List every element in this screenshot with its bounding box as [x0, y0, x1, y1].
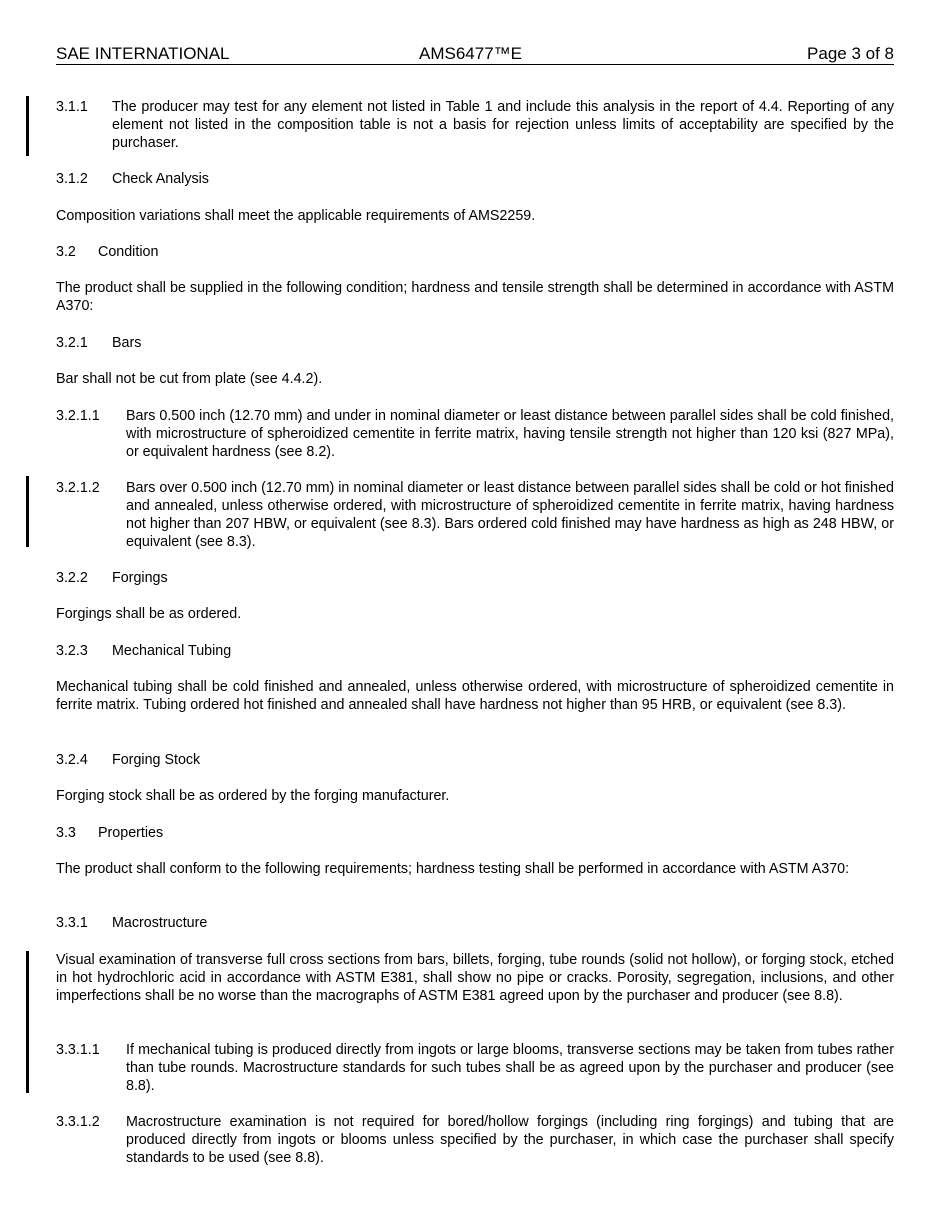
- section-title: Properties: [98, 825, 164, 841]
- section-title: Condition: [98, 244, 159, 260]
- section-number: 3.3.1.2: [56, 1114, 100, 1130]
- heading-3-2-3: [56, 642, 894, 660]
- section-text: If mechanical tubing is produced directly from ingots or large blooms, transverse sections may be taken from tubes rather than tube rounds. Macrostructure standards for such tubes shall be as agreed upon by the purchaser and producer (see 8.8).: [126, 1042, 894, 1094]
- section-3-3-1-2: [56, 1113, 894, 1167]
- section-number: 3.2.1.1: [56, 408, 100, 424]
- paragraph-macrostructure: Visual examination of transverse full cross sections from bars, billets, forging, tube rounds (solid not hollow), or forging stock, etched in hot hydrochloric acid in accordance with ASTM E381, shall show no pipe or cracks. Porosity, segregation, inclusions, and other imperfections shall be no worse than the macrographs of ASTM E381 agreed upon by the purchaser and producer (see 8.8).: [56, 952, 894, 1004]
- section-title: Mechanical Tubing: [112, 643, 232, 659]
- section-number: 3.2.1.2: [56, 480, 100, 496]
- section-3-2-1-2: [56, 479, 894, 551]
- heading-3-2-2: [56, 569, 894, 587]
- header-doc-id: AMS6477™E: [419, 44, 522, 63]
- section-title: Forgings: [112, 570, 168, 586]
- section-title: Check Analysis: [112, 171, 209, 187]
- section-number: 3.2.3: [56, 643, 88, 659]
- section-text: Macrostructure examination is not required for bored/hollow forgings (including ring forgings) and tubing that are produced directly from ingots or blooms unless specified by the purchaser, in which case the purchaser shall specify standards to be used (see 8.8).: [126, 1114, 894, 1166]
- header-org: SAE INTERNATIONAL: [56, 44, 230, 63]
- paragraph-forging-stock: Forging stock shall be as ordered by the forging manufacturer.: [56, 788, 450, 804]
- section-number: 3.2.2: [56, 570, 88, 586]
- section-title: Bars: [112, 335, 142, 351]
- section-number: 3.2: [56, 244, 76, 260]
- section-text: The producer may test for any element not listed in Table 1 and include this analysis in the report of 4.4. Reporting of any element not listed in the composition table is not a basis for rejection unless limits of acceptability are specified by the purchaser.: [112, 99, 894, 151]
- section-number: 3.2.4: [56, 752, 88, 768]
- section-text: Bars 0.500 inch (12.70 mm) and under in nominal diameter or least distance between parallel sides shall be cold finished, with microstructure of spheroidized cementite in ferrite matrix, having tensile strength not higher than 120 ksi (827 MPa), or equivalent hardness (see 8.2).: [126, 408, 894, 460]
- heading-3-3: [56, 824, 894, 842]
- change-bar: [26, 96, 29, 156]
- header-page-number: Page 3 of 8: [807, 44, 894, 63]
- section-number: 3.3: [56, 825, 76, 841]
- paragraph-check-analysis: Composition variations shall meet the applicable requirements of AMS2259.: [56, 208, 536, 224]
- section-number: 3.3.1.1: [56, 1042, 100, 1058]
- paragraph-forgings: Forgings shall be as ordered.: [56, 606, 242, 622]
- heading-3-2-1: [56, 334, 894, 352]
- section-number: 3.3.1: [56, 915, 88, 931]
- section-title: Macrostructure: [112, 915, 208, 931]
- paragraph-condition: The product shall be supplied in the following condition; hardness and tensile strength shall be determined in accordance with ASTM A370:: [56, 280, 894, 314]
- section-number: 3.1.2: [56, 171, 88, 187]
- section-3-3-1-1: [56, 1041, 894, 1095]
- section-number: 3.2.1: [56, 335, 88, 351]
- heading-3-2: [56, 243, 894, 261]
- heading-3-1-2: [56, 170, 894, 188]
- page-header: [56, 44, 894, 65]
- section-3-2-1-1: [56, 407, 894, 461]
- section-3-1-1: [56, 98, 894, 152]
- section-title: Forging Stock: [112, 752, 201, 768]
- section-number: 3.1.1: [56, 99, 88, 115]
- change-bar: [26, 951, 29, 1093]
- paragraph-mechanical-tubing: Mechanical tubing shall be cold finished and annealed, unless otherwise ordered, with microstructure of spheroidized cementite in ferrite matrix. Tubing ordered hot finished and annealed shall have hardness not higher than 95 HRB, or equivalent (see 8.3).: [56, 679, 894, 713]
- heading-3-2-4: [56, 751, 894, 769]
- section-text: Bars over 0.500 inch (12.70 mm) in nominal diameter or least distance between parallel sides shall be cold or hot finished and annealed, unless otherwise ordered, with microstructure of spheroidized cementite in ferrite matrix, having hardness not higher than 207 HBW, or equivalent (see 8.3). Bars ordered cold finished may have hardness as high as 248 HBW, or equivalent (see 8.3).: [126, 480, 894, 550]
- paragraph-properties: The product shall conform to the following requirements; hardness testing shall be performed in accordance with ASTM A370:: [56, 861, 850, 877]
- heading-3-3-1: [56, 914, 894, 932]
- change-bar: [26, 476, 29, 547]
- paragraph-bars: Bar shall not be cut from plate (see 4.4.2).: [56, 371, 323, 387]
